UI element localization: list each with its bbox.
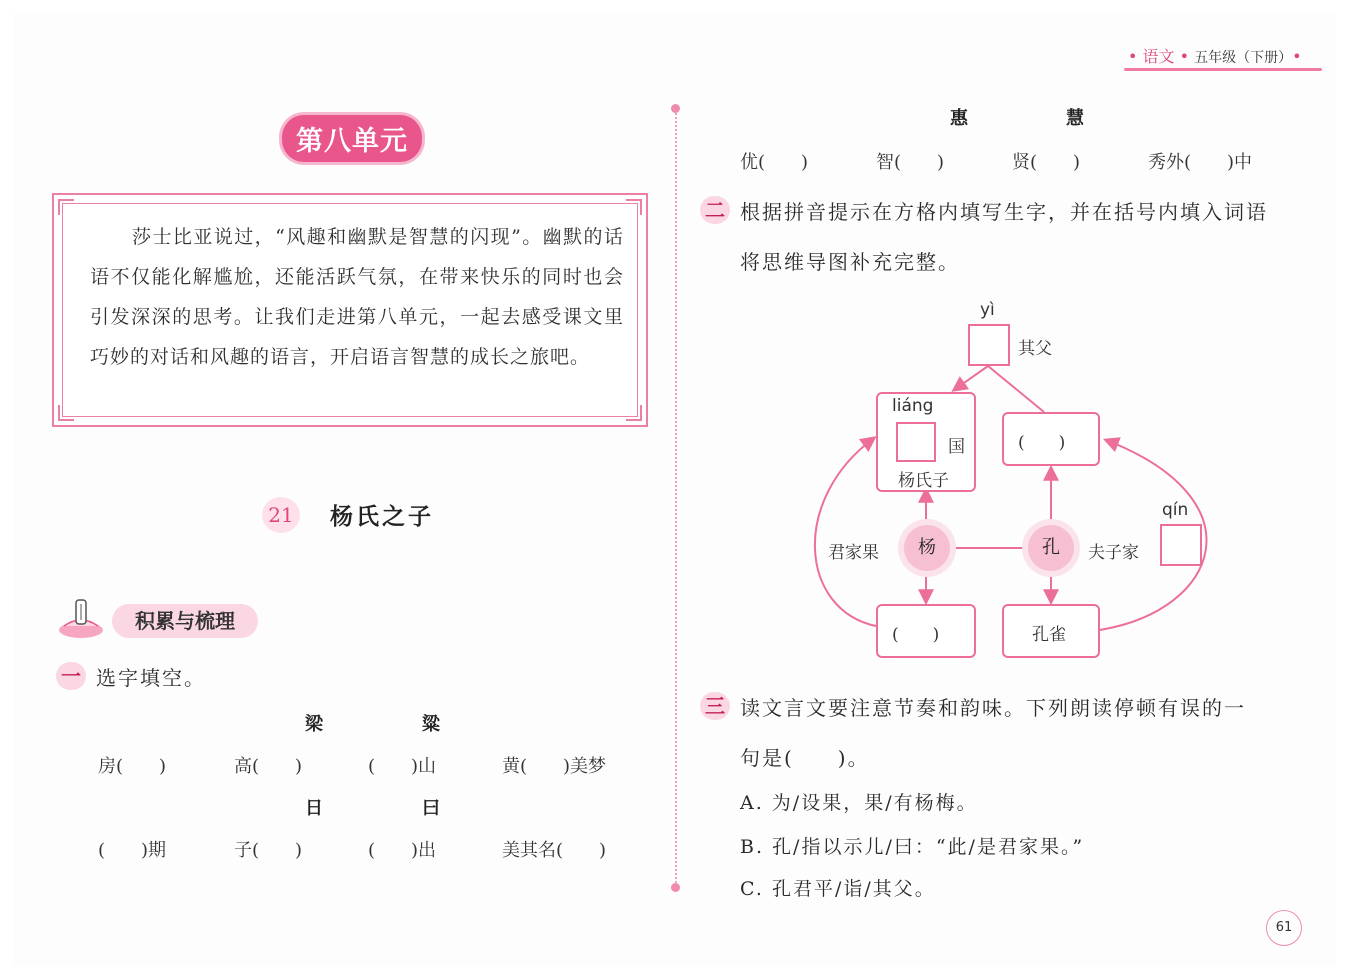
fill-blank[interactable]: 贤( ) — [1012, 152, 1081, 173]
fill-blank[interactable]: 优( ) — [740, 152, 809, 173]
divider-dot — [671, 104, 680, 113]
fill-blank[interactable]: 房( ) — [98, 756, 167, 777]
choice-char: 梁 — [305, 714, 323, 735]
map-label: 杨氏子 — [898, 471, 949, 491]
frame-corner — [58, 199, 74, 215]
map-label: 其父 — [1018, 339, 1052, 359]
map-node-yang: 杨 — [904, 525, 950, 571]
question-prompt-cont[interactable]: 句是( )。 — [740, 746, 870, 770]
choice-char: 粱 — [422, 714, 440, 735]
pinyin-label: qín — [1162, 500, 1189, 520]
pinyin-label: yì — [980, 300, 995, 320]
question-prompt: 根据拼音提示在方格内填写生字，并在括号内填入词语 — [740, 200, 1268, 224]
divider-dot — [671, 883, 680, 892]
map-label: 夫子家 — [1088, 543, 1139, 563]
intro-text: 莎士比亚说过，“风趣和幽默是智慧的闪现”。幽默的话语不仅能化解尴尬，还能活跃气氛，在带来快乐的同时也会引发深深的思考。让我们走进第八单元，一起去感受课文里巧妙的对话和风趣的语言，开启语言智慧的成长之旅吧。 — [90, 226, 624, 368]
fill-blank[interactable]: ( )出 — [368, 840, 437, 861]
answer-option[interactable]: B. 孔/指以示儿/曰：“此/是君家果。” — [740, 836, 1085, 858]
fill-blank[interactable]: 黄( )美梦 — [502, 756, 607, 777]
map-label: 君家果 — [828, 543, 879, 563]
fill-blank[interactable]: 美其名( ) — [502, 840, 607, 861]
question-prompt: 选字填空。 — [96, 666, 206, 690]
fill-blank[interactable]: ( ) — [1018, 433, 1066, 453]
question-number: 一 — [56, 662, 86, 690]
lesson-title: 杨氏之子 — [330, 504, 434, 530]
question-prompt: 读文言文要注意节奏和韵味。下列朗读停顿有误的一 — [740, 696, 1246, 720]
question-number: 三 — [700, 692, 730, 720]
choice-char: 曰 — [422, 798, 440, 819]
fill-blank[interactable]: ( ) — [892, 625, 940, 645]
unit-title: 第八单元 — [282, 115, 422, 162]
char-box[interactable] — [1160, 524, 1202, 566]
header-underline — [1124, 68, 1322, 71]
pinyin-label: liáng — [892, 396, 934, 416]
question-number: 二 — [700, 196, 730, 224]
answer-option[interactable]: A. 为/设果，果/有杨梅。 — [740, 792, 978, 814]
char-box[interactable] — [896, 422, 936, 462]
section-title: 积累与梳理 — [112, 604, 258, 638]
fill-blank[interactable]: 智( ) — [876, 152, 945, 173]
map-node-kong: 孔 — [1028, 525, 1074, 571]
fill-blank[interactable]: 高( ) — [234, 756, 303, 777]
fill-blank[interactable]: 子( ) — [234, 840, 303, 861]
intro-box — [52, 193, 648, 427]
running-header: • 语文 • 五年级（下册）• — [1128, 47, 1302, 66]
page-number: 61 — [1266, 910, 1302, 946]
answer-option[interactable]: C. 孔君平/诣/其父。 — [740, 878, 936, 900]
frame-corner — [626, 405, 642, 421]
map-label: 孔雀 — [1032, 625, 1066, 645]
choice-char: 慧 — [1066, 108, 1084, 129]
char-box[interactable] — [968, 324, 1010, 366]
fill-blank[interactable]: ( )山 — [368, 756, 437, 777]
map-label: 国 — [948, 437, 965, 457]
book-icon — [56, 596, 106, 640]
lesson-number: 21 — [262, 497, 300, 533]
frame-corner — [626, 199, 642, 215]
fill-blank[interactable]: ( )期 — [98, 840, 167, 861]
frame-corner — [58, 405, 74, 421]
subject-label: 语文 — [1142, 47, 1175, 66]
fill-blank[interactable]: 秀外( )中 — [1148, 152, 1253, 173]
question-prompt-cont: 将思维导图补充完整。 — [740, 250, 960, 274]
choice-char: 日 — [305, 798, 323, 819]
grade-label: 五年级（下册） — [1194, 50, 1293, 66]
choice-char: 惠 — [950, 108, 968, 129]
center-divider — [675, 110, 677, 890]
